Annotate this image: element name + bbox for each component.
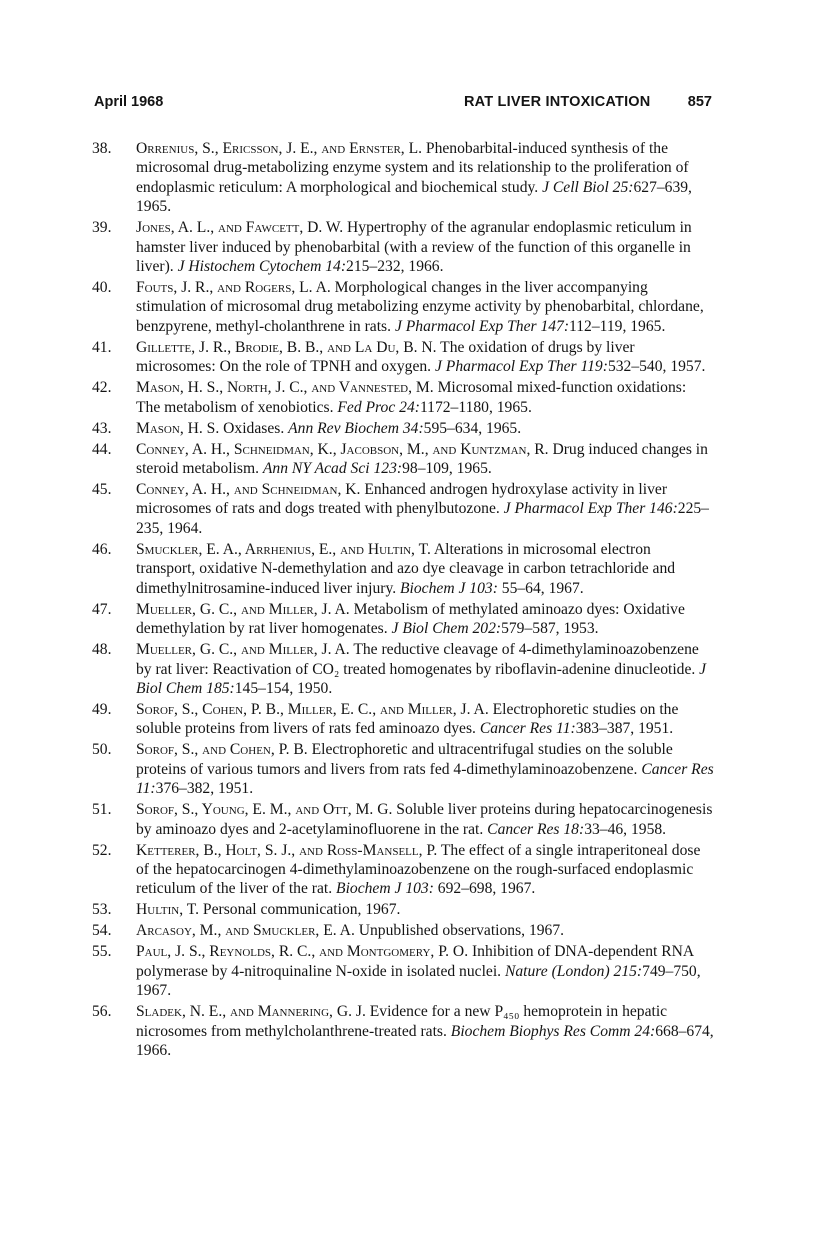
reference-pages: 55–64, 1967. — [497, 579, 584, 597]
reference-authors: Mason, H. S., North, J. C., and Vannested, M. — [136, 379, 434, 397]
running-title: RAT LIVER INTOXICATION — [464, 94, 651, 110]
reference-title: The effect of a single intraperitoneal dose of the hepatocarcinogen 4-dimethylaminoazobenzene on the rough-surfaced endoplasmic reticulum of the liver of the rat. — [136, 841, 701, 898]
reference-item — [92, 218, 714, 276]
reference-item — [92, 640, 714, 698]
reference-authors: Gillette, J. R., Brodie, B. B., and La Du, B. N. — [136, 338, 437, 356]
reference-journal: Cancer Res 11: — [479, 720, 576, 738]
reference-item — [92, 378, 714, 417]
issue-date: April 1968 — [94, 94, 164, 110]
reference-journal: Ann Rev Biochem 34: — [288, 419, 424, 437]
reference-item — [92, 900, 714, 919]
reference-item — [92, 800, 714, 839]
reference-number: 45. — [92, 481, 112, 499]
reference-journal: Biochem J 103: — [400, 579, 498, 597]
reference-item — [92, 139, 714, 217]
reference-journal: J Cell Biol 25: — [542, 178, 634, 196]
reference-journal: Biochem Biophys Res Comm 24: — [450, 1022, 656, 1040]
reference-pages: 692–698, 1967. — [433, 880, 536, 898]
reference-authors: Hultin, T. — [136, 901, 200, 919]
reference-pages: 215–232, 1966. — [346, 258, 444, 276]
reference-number: 43. — [92, 419, 112, 437]
reference-journal: Biochem J 103: — [336, 880, 434, 898]
reference-title: Drug induced changes in steroid metabolism. — [136, 440, 708, 478]
reference-number: 56. — [92, 1003, 112, 1021]
reference-number: 52. — [92, 841, 112, 859]
reference-journal: Fed Proc 24: — [337, 398, 420, 416]
reference-number: 50. — [92, 741, 112, 759]
reference-authors: Sorof, S., Young, E. M., and Ott, M. G. — [136, 801, 393, 819]
reference-number: 53. — [92, 901, 112, 919]
reference-number: 55. — [92, 943, 112, 961]
reference-item — [92, 480, 714, 538]
reference-journal: Nature (London) 215: — [504, 962, 643, 980]
reference-authors: Jones, A. L., and Fawcett, D. W. — [136, 219, 344, 237]
reference-authors: Mason, H. S. — [136, 419, 220, 437]
reference-journal: J Histochem Cytochem 14: — [177, 258, 347, 276]
reference-pages: 225–235, 1964. — [136, 500, 709, 537]
reference-list — [92, 139, 714, 1062]
reference-pages: 33–46, 1958. — [584, 820, 667, 838]
reference-title: Electrophoretic and ultracentrifugal studies on the soluble proteins of various tumors and livers from rats fed 4-dimethylaminoazobenzene. — [136, 741, 673, 778]
reference-pages: 376–382, 1951. — [155, 780, 254, 798]
reference-number: 49. — [92, 700, 112, 718]
reference-title: Evidence for a new P₄₅₀ hemoprotein in hepatic nicrosomes from methylcholanthrene-treated rats. — [136, 1003, 668, 1040]
reference-title: Metabolism of methylated aminoazo dyes: Oxidative demethylation by rat liver homogenates. — [136, 600, 685, 638]
reference-pages: 98–109, 1965. — [402, 460, 492, 478]
reference-title: Electrophoretic studies on the soluble proteins from livers of rats fed aminoazo dyes. — [136, 700, 679, 738]
reference-journal: J Pharmacol Exp Ther 147: — [394, 317, 570, 335]
running-header — [94, 94, 712, 118]
page-number: 857 — [687, 94, 712, 110]
reference-journal: Cancer Res 11: — [136, 760, 714, 798]
reference-number: 47. — [92, 600, 112, 618]
reference-number: 54. — [92, 922, 112, 940]
reference-title: Personal communication, 1967. — [199, 901, 401, 919]
reference-pages: 627–639, 1965. — [136, 178, 692, 216]
reference-item — [92, 278, 714, 336]
reference-item — [92, 338, 714, 377]
reference-authors: Conney, A. H., Schneidman, K., Jacobson, M., and Kuntzman, R. — [136, 440, 549, 458]
reference-journal: J Pharmacol Exp Ther 119: — [434, 358, 608, 376]
reference-number: 40. — [92, 279, 112, 297]
reference-authors: Paul, J. S., Reynolds, R. C., and Montgomery, P. O. — [136, 943, 469, 961]
reference-journal: J Biol Chem 185: — [136, 660, 707, 697]
reference-number: 42. — [92, 379, 112, 397]
reference-number: 51. — [92, 801, 112, 819]
reference-title: Hypertrophy of the agranular endoplasmic reticulum in hamster liver induced by phenobarbital (with a review of the function of this organelle in liver). — [136, 219, 692, 276]
reference-item — [92, 841, 714, 899]
reference-title: The oxidation of drugs by liver microsomes: On the role of TPNH and oxygen. — [136, 338, 635, 376]
reference-item — [92, 419, 714, 438]
reference-pages: 532–540, 1957. — [607, 358, 706, 376]
reference-number: 38. — [92, 140, 112, 157]
reference-authors: Fouts, J. R., and Rogers, L. A. — [136, 279, 331, 297]
reference-journal: J Biol Chem 202: — [391, 620, 502, 638]
reference-title: The reductive cleavage of 4-dimethylaminoazobenzene by rat liver: Reactivation of CO₂ treated homogenates by riboflavin-adenine dinucleotide. — [136, 641, 700, 678]
reference-item — [92, 1002, 714, 1060]
reference-item — [92, 540, 714, 598]
reference-title: Microsomal mixed-function oxidations: The metabolism of xenobiotics. — [136, 379, 687, 416]
reference-pages: 145–154, 1950. — [234, 679, 333, 697]
reference-authors: Conney, A. H., and Schneidman, K. — [136, 481, 361, 499]
reference-authors: Sorof, S., and Cohen, P. B. — [136, 741, 308, 759]
reference-journal: Cancer Res 18: — [487, 820, 585, 838]
reference-journal: Ann NY Acad Sci 123: — [262, 460, 403, 478]
reference-title: Enhanced androgen hydroxylase activity in liver microsomes of rats and dogs treated with phenylbutozone. — [136, 481, 668, 518]
reference-title: Unpublished observations, 1967. — [354, 922, 565, 940]
reference-title: Inhibition of DNA-dependent RNA polymerase by 4-nitroquinaline N-oxide in isolated nuclei. — [136, 943, 694, 980]
reference-authors: Sorof, S., Cohen, P. B., Miller, E. C., and Miller, J. A. — [136, 700, 489, 718]
reference-pages: 595–634, 1965. — [423, 419, 522, 437]
reference-title: Oxidases. — [219, 419, 289, 437]
reference-authors: Sladek, N. E., and Mannering, G. J. — [136, 1003, 366, 1021]
reference-authors: Orrenius, S., Ericsson, J. E., and Ernster, L. — [136, 140, 423, 157]
reference-number: 46. — [92, 540, 112, 558]
reference-item — [92, 740, 714, 798]
reference-item — [92, 600, 714, 639]
reference-pages: 1172–1180, 1965. — [419, 398, 532, 416]
reference-title: Morphological changes in the liver accompanying stimulation of microsomal drug metabolizing enzyme activity by phenobarbital, chlordane, benzpyrene, methyl-cholanthrene in rats. — [136, 279, 704, 335]
reference-authors: Smuckler, E. A., Arrhenius, E., and Hultin, T. — [136, 540, 431, 558]
reference-item — [92, 921, 714, 940]
reference-pages: 749–750, 1967. — [136, 962, 701, 1000]
reference-number: 39. — [92, 219, 112, 237]
reference-pages: 579–587, 1953. — [501, 620, 599, 638]
reference-pages: 383–387, 1951. — [575, 720, 674, 738]
reference-number: 48. — [92, 641, 112, 659]
reference-title: Phenobarbital-induced synthesis of the microsomal drug-metabolizing enzyme system and its relationship to the proliferation of endoplasmic reticulum: A morphological and biochemical study. — [136, 140, 689, 196]
reference-authors: Arcasoy, M., and Smuckler, E. A. — [136, 922, 355, 940]
reference-number: 41. — [92, 338, 112, 356]
reference-authors: Mueller, G. C., and Miller, J. A. — [136, 600, 350, 618]
reference-number: 44. — [92, 440, 112, 458]
reference-item — [92, 440, 714, 479]
reference-pages: 112–119, 1965. — [569, 317, 666, 335]
reference-authors: Ketterer, B., Holt, S. J., and Ross-Mansell, P. — [136, 841, 438, 859]
reference-authors: Mueller, G. C., and Miller, J. A. — [136, 641, 350, 659]
reference-title: Alterations in microsomal electron transport, oxidative N-demethylation and azo dye cleavage in carbon tetrachloride and dimethylnitrosamine-induced liver injury. — [136, 540, 676, 597]
reference-item — [92, 700, 714, 739]
reference-pages: 668–674, 1966. — [136, 1022, 714, 1059]
reference-title: Soluble liver proteins during hepatocarcinogenesis by aminoazo dyes and 2-acetylaminofluorene in the rat. — [136, 801, 713, 838]
reference-journal: J Pharmacol Exp Ther 146: — [503, 500, 678, 518]
reference-item — [92, 942, 714, 1000]
